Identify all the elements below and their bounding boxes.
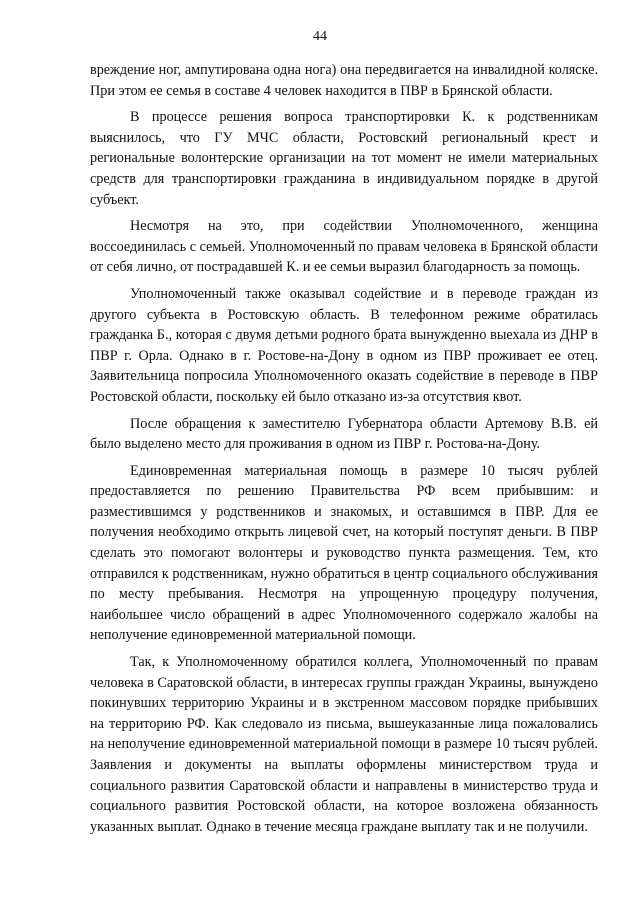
- paragraph-6: Единовременная материальная помощь в размере 10 тысяч рублей предоставляется по решению Правительства РФ всем прибывшим: и разместившимся у родственников и знакомых, и оставшимся в ПВР. Для ее получения необходимо открыть лицевой счет, на который поступят деньги. В ПВР сделать это помогают волонтеры и руководство пункта размещения. Тем, кто отправился к родственникам, нужно обратиться в центр социального обслуживания по месту пребывания. Несмотря на упрощенную процедуру получения, наибольшее число обращений в адрес Уполномоченного содержало жалобы на неполучение единовременной материальной помощи.: [90, 462, 598, 644]
- document-body: [90, 60, 598, 843]
- paragraph-1: вреждение ног, ампутирована одна нога) она передвигается на инвалидной коляске. При этом ее семья в составе 4 человек находится в ПВР в Брянской области.: [90, 62, 598, 99]
- page-number: 44: [313, 29, 327, 44]
- paragraph-2: В процессе решения вопроса транспортировки К. к родственникам выяснилось, что ГУ МЧС области, Ростовский региональный крест и региональные волонтерские организации на тот момент не имели материальных средств для транспортировки гражданина в индивидуальном порядке в другой субъект.: [90, 109, 598, 208]
- paragraph-5: После обращения к заместителю Губернатора области Артемову В.В. ей было выделено место для проживания в одном из ПВР г. Ростова-на-Дону.: [90, 415, 598, 453]
- paragraph-3: Несмотря на это, при содействии Уполномоченного, женщина воссоединилась с семьей. Уполномоченный по правам человека в Брянской области от себя лично, от пострадавшей К. и ее семьи выразил благодарность за помощь.: [90, 218, 598, 276]
- paragraph-4: Уполномоченный также оказывал содействие и в переводе граждан из другого субъекта в Ростовскую область. В телефонном режиме обратилась гражданка Б., которая с двумя детьми родного брата вынужденно выехала из ДНР в ПВР г. Орла. Однако в г. Ростове-на-Дону в одном из ПВР проживает ее отец. Заявительница попросила Уполномоченного оказать содействие в переводе в ПВР Ростовской области, поскольку ей было отказано из-за отсутствия квот.: [90, 285, 598, 405]
- paragraph-7: Так, к Уполномоченному обратился коллега, Уполномоченный по правам человека в Саратовской области, в интересах группы граждан Украины, вынуждено покинувших территорию Украины и в экстренном массовом порядке прибывших на территорию РФ. Как следовало из письма, вышеуказанные лица пожаловались на неполучение единовременной материальной помощи в размере 10 тысяч рублей. Заявления и документы на выплаты оформлены министерством труда и социального развития Саратовской области и направлены в министерство труда и социального развития Ростовской области, на которое возложена обязанность указанных выплат. Однако в течение месяца граждане выплату так и не получили.: [90, 654, 598, 835]
